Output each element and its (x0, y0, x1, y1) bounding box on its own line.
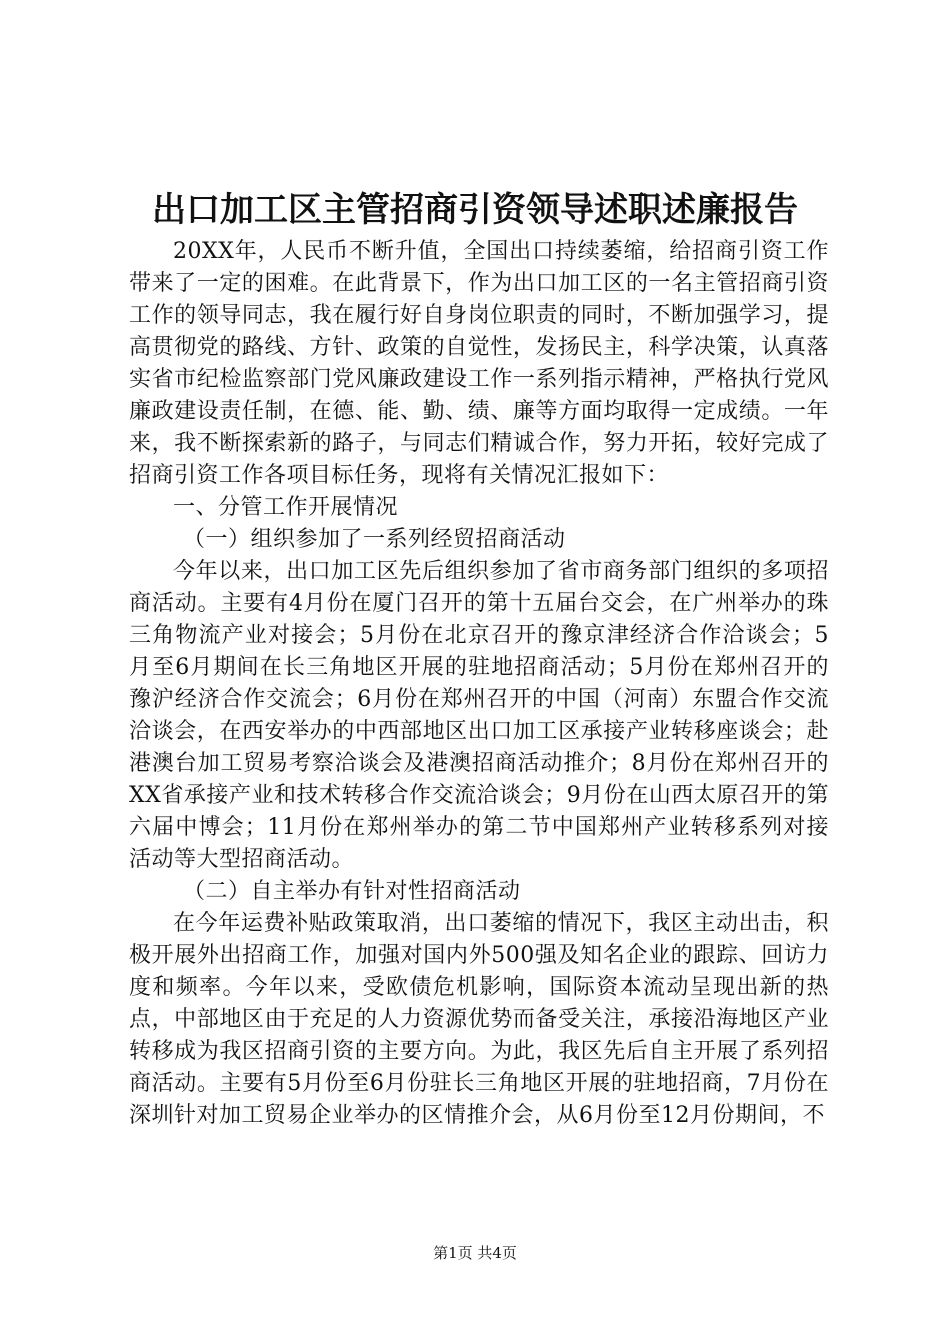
document-title: 出口加工区主管招商引资领导述职述廉报告 (152, 190, 798, 230)
subsection-heading-own-events: （二）自主举办有针对性招商活动 (183, 879, 521, 904)
intro-paragraph: 20XX年，人民币不断升值，全国出口持续萎缩，给招商引资工作带来了一定的困难。在此背景下，作为出口加工区的一名主管招商引资工作的领导同志，我在履行好自身岗位职责的同时，不断加强学习，提高贯彻党的路线、方针、政策的自觉性，发扬民主，科学决策，认真落实省市纪检监察部门党风廉政建设工作一系列指示精神，严格执行党风廉政建设责任制，在德、能、勤、绩、廉等方面均取得一定成绩。一年来，我不断探索新的路子，与同志们精诚合作，努力开拓，较好完成了招商引资工作各项目标任务，现将有关情况汇报如下： (129, 239, 829, 488)
section-heading-work-overview: 一、分管工作开展情况 (173, 495, 399, 520)
document-body (129, 236, 829, 1132)
page-number-footer: 第1页 共4页 (433, 1244, 517, 1262)
own-events-paragraph: 在今年运费补贴政策取消，出口萎缩的情况下，我区主动出击，积极开展外出招商工作，加强对国内外500强及知名企业的跟踪、回访力度和频率。今年以来，受欧债危机影响，国际资本流动呈现出新的热点，中部地区由于充足的人力资源优势而备受关注，承接沿海地区产业转移成为我区招商引资的主要方向。为此，我区先后自主开展了系列招商活动。主要有5月份至6月份驻长三角地区开展的驻地招商，7月份在深圳针对加工贸易企业举办的区情推介会，从6月份至12月份期间，不 (129, 911, 829, 1128)
subsection-heading-trade-events: （一）组织参加了一系列经贸招商活动 (183, 527, 566, 552)
trade-events-paragraph: 今年以来，出口加工区先后组织参加了省市商务部门组织的多项招商活动。主要有4月份在厦门召开的第十五届台交会，在广州举办的珠三角物流产业对接会；5月份在北京召开的豫京津经济合作洽谈会；5月至6月期间在长三角地区开展的驻地招商活动；5月份在郑州召开的豫沪经济合作交流会；6月份在郑州召开的中国（河南）东盟合作交流洽谈会，在西安举办的中西部地区出口加工区承接产业转移座谈会；赴港澳台加工贸易考察洽谈会及港澳招商活动推介；8月份在郑州召开的XX省承接产业和技术转移合作交流洽谈会；9月份在山西太原召开的第六届中博会；11月份在郑州举办的第二节中国郑州产业转移系列对接活动等大型招商活动。 (129, 559, 829, 872)
